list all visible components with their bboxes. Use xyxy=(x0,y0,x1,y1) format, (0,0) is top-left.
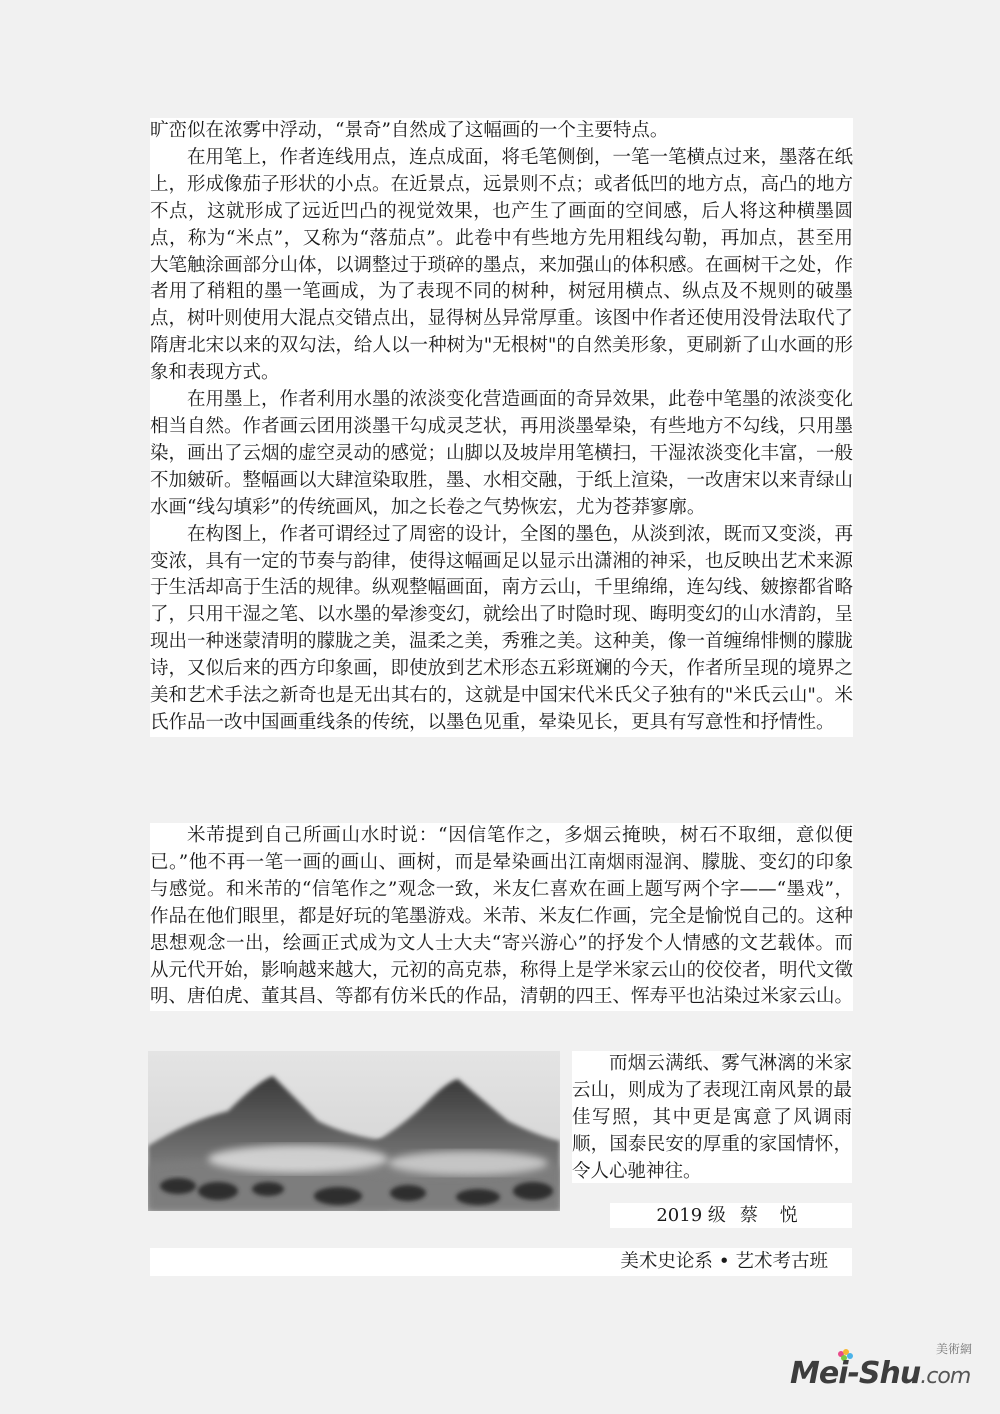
article-body-top xyxy=(150,118,853,737)
side-paragraph-box xyxy=(572,1051,852,1183)
watermark-logo-text xyxy=(790,1356,970,1391)
paragraph-brushwork: 在用笔上，作者连线用点，连点成面，将毛笔侧倒，一笔一笔横点过来，墨落在纸上，形成像茄子形状的小点。在近景点，远景则不点；或者低凹的地方点，高凸的地方不点，这就形成了远近凹凸的视觉效果，也产生了画面的空间感，后人将这种横墨圆点，称为“米点”，又称为“落茄点”。此卷中有些地方先用粗线勾勒，再加点，甚至用大笔触涂画部分山体，以调整过于琐碎的墨点，来加强山的体积感。在画树干之处，作者用了稍粗的墨一笔画成，为了表现不同的树种，树冠用横点、纵点及不规则的破墨点，树叶则使用大混点交错点出，显得树丛异常厚重。该图中作者还使用没骨法取代了隋唐北宋以来的双勾法，给人以一种树为"无根树"的自然美形象，更刷新了山水画的形象和表现方式。 xyxy=(150,146,854,384)
landscape-painting-image xyxy=(148,1051,560,1211)
article-body-middle xyxy=(150,823,853,1011)
author-name: 蔡 悦 xyxy=(739,1205,806,1226)
site-watermark xyxy=(790,1340,980,1400)
paragraph-ink-use: 在用墨上，作者利用水墨的浓淡变化营造画面的奇异效果，此卷中笔墨的浓淡变化相当自然。作者画云团用淡墨干勾成灵芝状，再用淡墨晕染，有些地方不勾线，只用墨染，画出了云烟的虚空灵动的感觉；山脚以及坡岸用笔横扫，干湿浓淡变化丰富，一般不加皴斫。整幅画以大肆渲染取胜，墨、水相交融，于纸上渲染，一改唐宋以来青绿山水画“线勾填彩”的传统画风，加之长卷之气势恢宏，尤为苍莽寥廓。 xyxy=(150,389,854,518)
paragraph-1: 旷峦似在浓雾中浮动，“景奇”自然成了这幅画的一个主要特点。 xyxy=(150,120,669,141)
side-paragraph: 而烟云满纸、雾气淋漓的米家云山，则成为了表现江南风景的最佳写照，其中更是寓意了风调雨顺，国泰民安的厚重的家国情怀，令人心驰神往。 xyxy=(572,1053,852,1182)
author-signature xyxy=(610,1203,852,1228)
watermark-dotcom: .com xyxy=(920,1364,971,1389)
author-year: 2019 级 xyxy=(656,1205,726,1226)
watermark-cn-text: 美術網 xyxy=(935,1342,972,1356)
paragraph-mi-fu: 米芾提到自己所画山水时说：“因信笔作之，多烟云掩映，树石不取细，意似便已。”他不再一笔一画的画山、画树，而是晕染画出江南烟雨湿润、朦胧、变幻的印象与感觉。和米芾的“信笔作之”观念一致，米友仁喜欢在画上题写两个字——“墨戏”，作品在他们眼里，都是好玩的笔墨游戏。米芾、米友仁作画，完全是愉悦自己的。这种思想观念一出，绘画正式成为文人士大夫“寄兴游心”的抒发个人情感的文艺载体。而从元代开始，影响越来越大，元初的高克恭，称得上是学米家云山的佼佼者，明代文徵明、唐伯虎、董其昌、等都有仿米氏的作品，清朝的四王、恽寿平也沾染过米家云山。 xyxy=(150,825,854,1008)
department-name: 美术史论系 • 艺术考古班 xyxy=(620,1251,828,1272)
watermark-en-text: Mei-Shu xyxy=(790,1356,921,1391)
ink-mountains-illustration xyxy=(148,1051,560,1211)
department-footer xyxy=(150,1248,852,1276)
paragraph-composition: 在构图上，作者可谓经过了周密的设计，全图的墨色，从淡到浓，既而又变淡，再变浓，具有一定的节奏与韵律，使得这幅画足以显示出潇湘的神采，也反映出艺术来源于生活却高于生活的规律。纵观整幅画面，南方云山，千里绵绵，连勾线、皴擦都省略了，只用干湿之笔、以水墨的晕渗变幻，就绘出了时隐时现、晦明变幻的山水清韵，呈现出一种迷蒙清明的朦胧之美，温柔之美，秀雅之美。这种美，像一首缠绵悱恻的朦胧诗，又似后来的西方印象画，即使放到艺术形态五彩斑斓的今天，作者所呈现的境界之美和艺术手法之新奇也是无出其右的，这就是中国宋代米氏父子独有的"米氏云山"。米氏作品一改中国画重线条的传统，以墨色见重，晕染见长，更具有写意性和抒情性。 xyxy=(150,523,854,733)
